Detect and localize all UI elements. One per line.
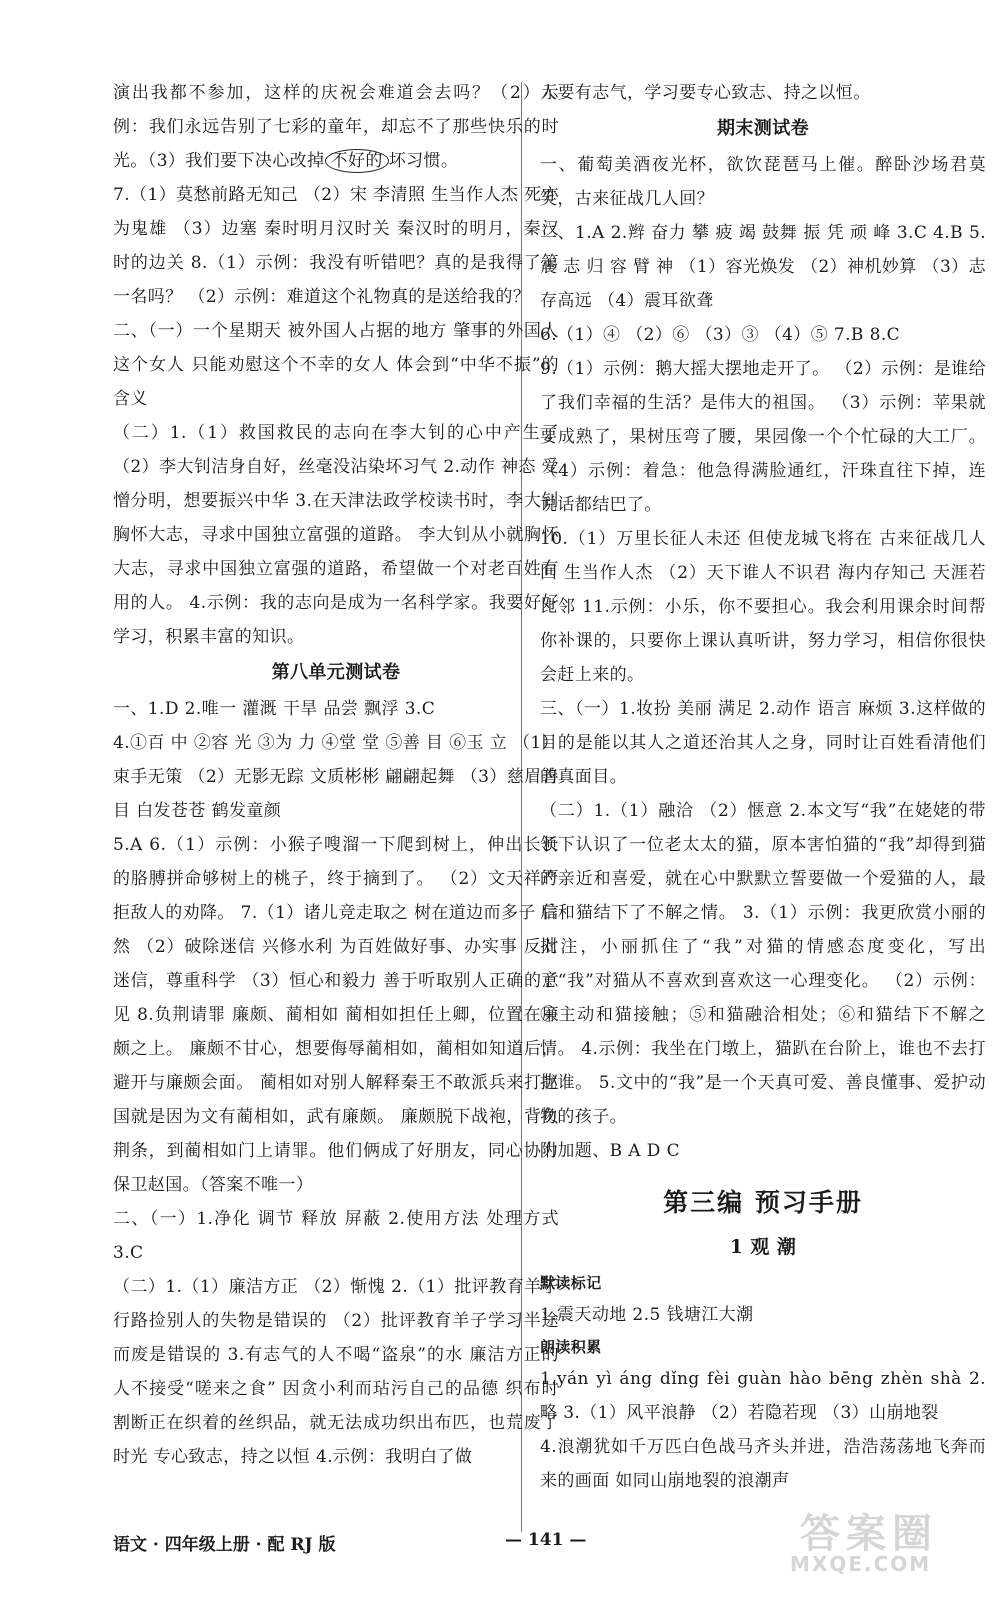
part-heading: 第三编 预习手册 <box>663 1188 863 1217</box>
answer-paragraph: 10.（1）万里长征人未还 但使龙城飞将在 古来征战几人回 生当作人杰 （2）天下谁人不识君 海内存知己 天涯若比邻 11.示例：小乐，你不要担心。我会利用课余时间帮你补课的，只要你上课认真听讲，努力学习，相信你很快会赶上来的。 <box>540 529 986 685</box>
watermark-logo <box>782 1500 982 1580</box>
answer-paragraph: 附加题、B A D C <box>540 1141 681 1161</box>
answer-paragraph: 一、1.D 2.唯一 灌溉 干旱 品尝 飘浮 3.C <box>113 699 436 719</box>
answer-paragraph: 5.A 6.（1）示例：小猴子嗖溜一下爬到树上，伸出长长的胳膊拼命够树上的桃子，终于摘到了。 （2）文天祥严拒敌人的劝降。 7.（1）诸儿竞走取之 树在道边而多子 信然 （2）破除迷信 兴修水利 为百姓做好事、办实事 反对迷信，尊重科学 （3）恒心和毅力 善于听取别人正确的意见 8.负荆请罪 廉颇、蔺相如 蔺相如担任上卿，位置在廉颇之上。 廉颇不甘心，想要侮辱蔺相如，蔺相如知道后，避开与廉颇会面。 蔺相如对别人解释秦王不敢派兵来打赵国就是因为文有蔺相如，武有廉颇。 廉颇脱下战袍，背负荆条，到蔺相如门上请罪。他们俩成了好朋友，同心协力保卫赵国。（答案不唯一） <box>113 835 559 1195</box>
section-heading-unit8: 第八单元测试卷 <box>271 662 401 683</box>
answer-paragraph: 4.浪潮犹如千万匹白色战马齐头并进，浩浩荡荡地飞奔而来的画面 如同山崩地裂的浪潮声 <box>540 1437 986 1491</box>
book-title: 语文 · 四年级上册 · 配 RJ 版 <box>113 1535 336 1555</box>
subheading-reading-aloud: 朗读积累 <box>540 1338 602 1356</box>
watermark-title: 答案圈 <box>800 1511 938 1557</box>
answer-paragraph: 二、1.A 2.辫 奋力 攀 疲 竭 鼓舞 振 凭 顽 峰 3.C 4.B 5.震 志 归 容 臂 神 （1）容光焕发 （2）神机妙算 （3）志存高远 （4）震耳欲聋 <box>540 223 986 311</box>
answer-paragraph: 4.①百 中 ②容 光 ③为 力 ④堂 堂 ⑤善 目 ⑥玉 立 （1）束手无策 （2）无影无踪 文质彬彬 翩翩起舞 （3）慈眉善目 白发苍苍 鹤发童颜 <box>113 733 559 821</box>
page-footer <box>100 1530 900 1560</box>
answer-paragraph: 演出我都不参加，这样的庆祝会难道会去吗？（2）示例：我们永远告别了七彩的童年，却忘不了那些快乐的时光。（3）我们要下决心改掉 不好的 坏习惯。 <box>113 83 559 171</box>
answer-paragraph: 一、葡萄美酒夜光杯，欲饮琵琶马上催。醉卧沙场君莫笑，古来征战几人回？ <box>540 155 986 209</box>
answer-paragraph: 二、（一）1.净化 调节 释放 屏蔽 2.使用方法 处理方式 3.C <box>113 1209 559 1263</box>
answer-paragraph: （二）1.（1）救国救民的志向在李大钊的心中产生了 （2）李大钊洁身自好，丝毫没沾染坏习气 2.动作 神态 爱憎分明，想要振兴中华 3.在天津法政学校读书时，李大钊胸怀大志，寻求中国独立富强的道路。 李大钊从小就胸怀大志，寻求中国独立富强的道路，希望做一个对老百姓有用的人。 4.示例：我的志向是成为一名科学家。我要好好学习，积累丰富的知识。 <box>113 423 559 647</box>
answer-paragraph: （二）1.（1）融洽 （2）惬意 2.本文写“我”在姥姥的带领下认识了一位老太太的猫，原本害怕猫的“我”却得到猫的亲近和喜爱，就在心中默默立誓要做一个爱猫的人，最后和猫结下了不解之情。 3.（1）示例：我更欣赏小丽的批注，小丽抓住了“我”对猫的情感态度变化，写出了“我”对猫从不喜欢到喜欢这一心理变化。 （2）示例：④主动和猫接触；⑤和猫融洽相处；⑥和猫结下不解之情。 4.示例：我坐在门墩上，猫趴在台阶上，谁也不去打扰谁。 5.文中的“我”是一个天真可爱、善良懂事、爱护动物的孩子。 <box>540 801 986 1127</box>
answer-paragraph: 9.（1）示例：鹅大摇大摆地走开了。 （2）示例：是谁给了我们幸福的生活？是伟大的祖国。 （3）示例：苹果就要成熟了，果树压弯了腰，果园像一个个忙碌的大工厂。 （4）示例：着急：他急得满脸通红，汗珠直往下掉，连说话都结巴了。 <box>540 359 986 515</box>
answer-paragraph: 6.（1）④ （2）⑥ （3）③ （4）⑤ 7.B 8.C <box>540 325 901 345</box>
page-number: — 141 — <box>505 1530 587 1550</box>
watermark-url: MXQE.COM <box>790 1552 932 1576</box>
left-column <box>113 76 559 1474</box>
lesson-heading: 1 观 潮 <box>729 1236 797 1258</box>
answer-paragraph: 三、（一）1.妆扮 美丽 满足 2.动作 语言 麻烦 3.这样做的目的是能以其人之道还治其人之身，同时让百姓看清他们的真面目。 <box>540 699 986 787</box>
answer-paragraph: 1.震天动地 2.5 钱塘江大潮 <box>540 1305 754 1325</box>
answer-paragraph: 二、（一）一个星期天 被外国人占据的地方 肇事的外国人 这个女人 只能劝慰这个不幸的女人 体会到“中华不振”的含义 <box>113 321 559 409</box>
answer-paragraph: （二）1.（1）廉洁方正 （2）惭愧 2.（1）批评教育羊子行路捡别人的失物是错误的 （2）批评教育羊子学习半途而废是错误的 3.有志气的人不喝“盗泉”的水 廉洁方正的人不接受“嗟来之食” 因贪小利而玷污自己的品德 织布时割断正在织着的丝织品，就无法成功织出布匹，也荒废了时光 专心致志，持之以恒 4.示例：我明白了做 <box>113 1277 559 1467</box>
answer-paragraph: 1.yán yì áng dǐng fèi guàn hào bēng zhèn shà 2.略 3.（1）风平浪静 （2）若隐若现 （3）山崩地裂 <box>540 1369 986 1423</box>
subheading-silent-reading: 默读标记 <box>540 1274 602 1292</box>
answer-paragraph: 人要有志气，学习要专心致志、持之以恒。 <box>540 83 871 103</box>
section-heading-final: 期末测试卷 <box>717 118 809 139</box>
answer-paragraph: 7.（1）莫愁前路无知己 （2）宋 李清照 生当作人杰 死亦为鬼雄 （3）边塞 秦时明月汉时关 秦汉时的明月，秦汉时的边关 8.（1）示例：我没有听错吧？真的是我得了第一名吗？ （2）示例：难道这个礼物真的是送给我的？ <box>113 185 559 307</box>
right-column <box>540 76 986 1498</box>
circled-text: 不好的 <box>325 149 389 173</box>
